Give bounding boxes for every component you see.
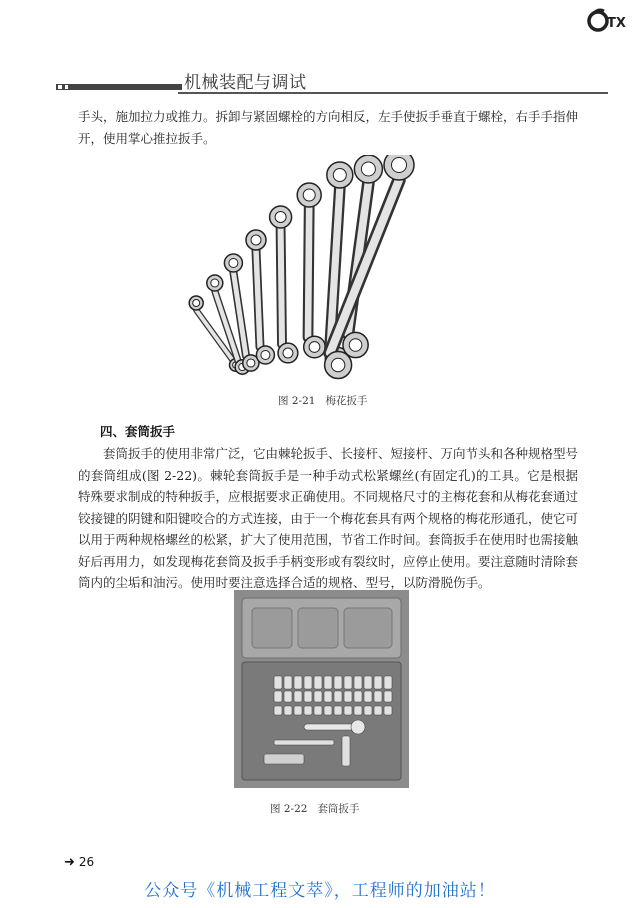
figure-label: 套筒扳手 — [317, 803, 360, 815]
wrench-shaft-highlight — [308, 207, 309, 337]
socket-piece — [344, 706, 352, 715]
socket-piece — [324, 676, 332, 689]
socket-piece — [284, 691, 292, 702]
socket-piece — [274, 691, 282, 702]
wrench-ring-hole — [211, 279, 219, 287]
header-decoration — [56, 84, 182, 90]
socket-piece — [344, 676, 352, 689]
wrench-ring-hole — [261, 351, 270, 360]
socket-wrench-set-photo — [234, 590, 409, 788]
arrow-right-icon: ➜ — [64, 855, 75, 870]
socket-piece — [274, 676, 282, 689]
socket-piece — [294, 706, 302, 715]
socket-piece — [334, 676, 342, 689]
socket-piece — [314, 691, 322, 702]
socket-piece — [304, 691, 312, 702]
header-title: 机械装配与调试 — [184, 73, 307, 93]
socket-piece — [324, 691, 332, 702]
wrench-ring-hole — [251, 235, 261, 245]
wrench-ring-hole — [349, 339, 362, 352]
socket-piece — [374, 706, 382, 715]
svg-text:TX: TX — [607, 16, 626, 31]
socket-piece — [314, 676, 322, 689]
socket-piece — [294, 676, 302, 689]
box-wrench-set-figure — [180, 155, 460, 380]
socket-piece — [364, 691, 372, 702]
socket-piece — [374, 676, 382, 689]
wrench-ring-hole — [303, 189, 315, 201]
socket-piece — [284, 676, 292, 689]
figure-number: 图 2-21 — [278, 395, 316, 407]
socket-piece — [384, 706, 392, 715]
socket-piece — [354, 706, 362, 715]
wrench-ring-hole — [275, 212, 286, 223]
socket-piece — [304, 706, 312, 715]
socket-piece — [274, 706, 282, 715]
wrench-ring-hole — [247, 359, 255, 367]
figure-caption-1 — [278, 393, 377, 408]
figure-number: 图 2-22 — [270, 803, 308, 815]
socket-piece — [354, 676, 362, 689]
running-header — [48, 70, 608, 96]
socket-piece — [354, 691, 362, 702]
figure-label: 梅花扳手 — [325, 395, 368, 407]
wrench-ring-hole — [361, 162, 375, 176]
socket-piece — [364, 676, 372, 689]
wrench-ring-hole — [309, 342, 320, 353]
socket-piece — [314, 706, 322, 715]
socket-piece — [294, 691, 302, 702]
publisher-logo — [587, 6, 635, 32]
wrench-ring-hole — [333, 169, 346, 182]
socket-piece — [334, 691, 342, 702]
wrench-ring-hole — [229, 259, 238, 268]
socket-piece — [304, 676, 312, 689]
wrench-ring-hole — [193, 300, 200, 307]
socket-piece — [364, 706, 372, 715]
intro-paragraph: 手头，施加拉力或推力。拆卸与紧固螺栓的方向相反，左手使扳手垂直于螺栓，右手手指伸开，使用掌心推拉扳手。 — [78, 109, 579, 146]
socket-piece — [324, 706, 332, 715]
figure-caption-2 — [270, 801, 369, 816]
wrench-ring-hole — [283, 348, 293, 358]
socket-piece — [384, 691, 392, 702]
page-number-value: 26 — [78, 855, 95, 869]
wrench-ring-hole — [392, 158, 407, 173]
socket-piece — [374, 691, 382, 702]
section-body: 套筒扳手的使用非常广泛，它由棘轮扳手、长接杆、短接杆、万向节头和各种规格型号的套筒组成(图 2-22)。棘轮套筒扳手是一种手动式松紧螺丝(有固定孔)的工具。它是根据特殊要求制成的特种扳手，应根据要求正确使用。不同规格尺寸的主梅花套和从梅花套通过铰接键的阴键和阳键咬合的方式连接，由于一个梅花套具有两个规格的梅花形通孔，使它可以用于两种规格螺丝的松紧，扩大了使用范围，节省工作时间。套筒扳手在使用时也需接触好后再用力，如发现梅花套筒及扳手手柄变形或有裂纹时，应停止使用。要注意随时清除套筒内的尘垢和油污。使用时要注意选择合适的规格、型号，以防滑脱伤手。 — [78, 446, 579, 590]
wrench-ring-hole — [331, 358, 345, 372]
socket-piece — [284, 706, 292, 715]
page-number — [64, 855, 94, 870]
socket-piece — [334, 706, 342, 715]
socket-piece — [344, 691, 352, 702]
socket-piece — [384, 676, 392, 689]
wrench-shaft-highlight — [281, 228, 282, 344]
section-heading: 四、套筒扳手 — [100, 424, 176, 439]
footer-banner: 公众号《机械工程文萃》，工程师的加油站！ — [144, 881, 496, 901]
